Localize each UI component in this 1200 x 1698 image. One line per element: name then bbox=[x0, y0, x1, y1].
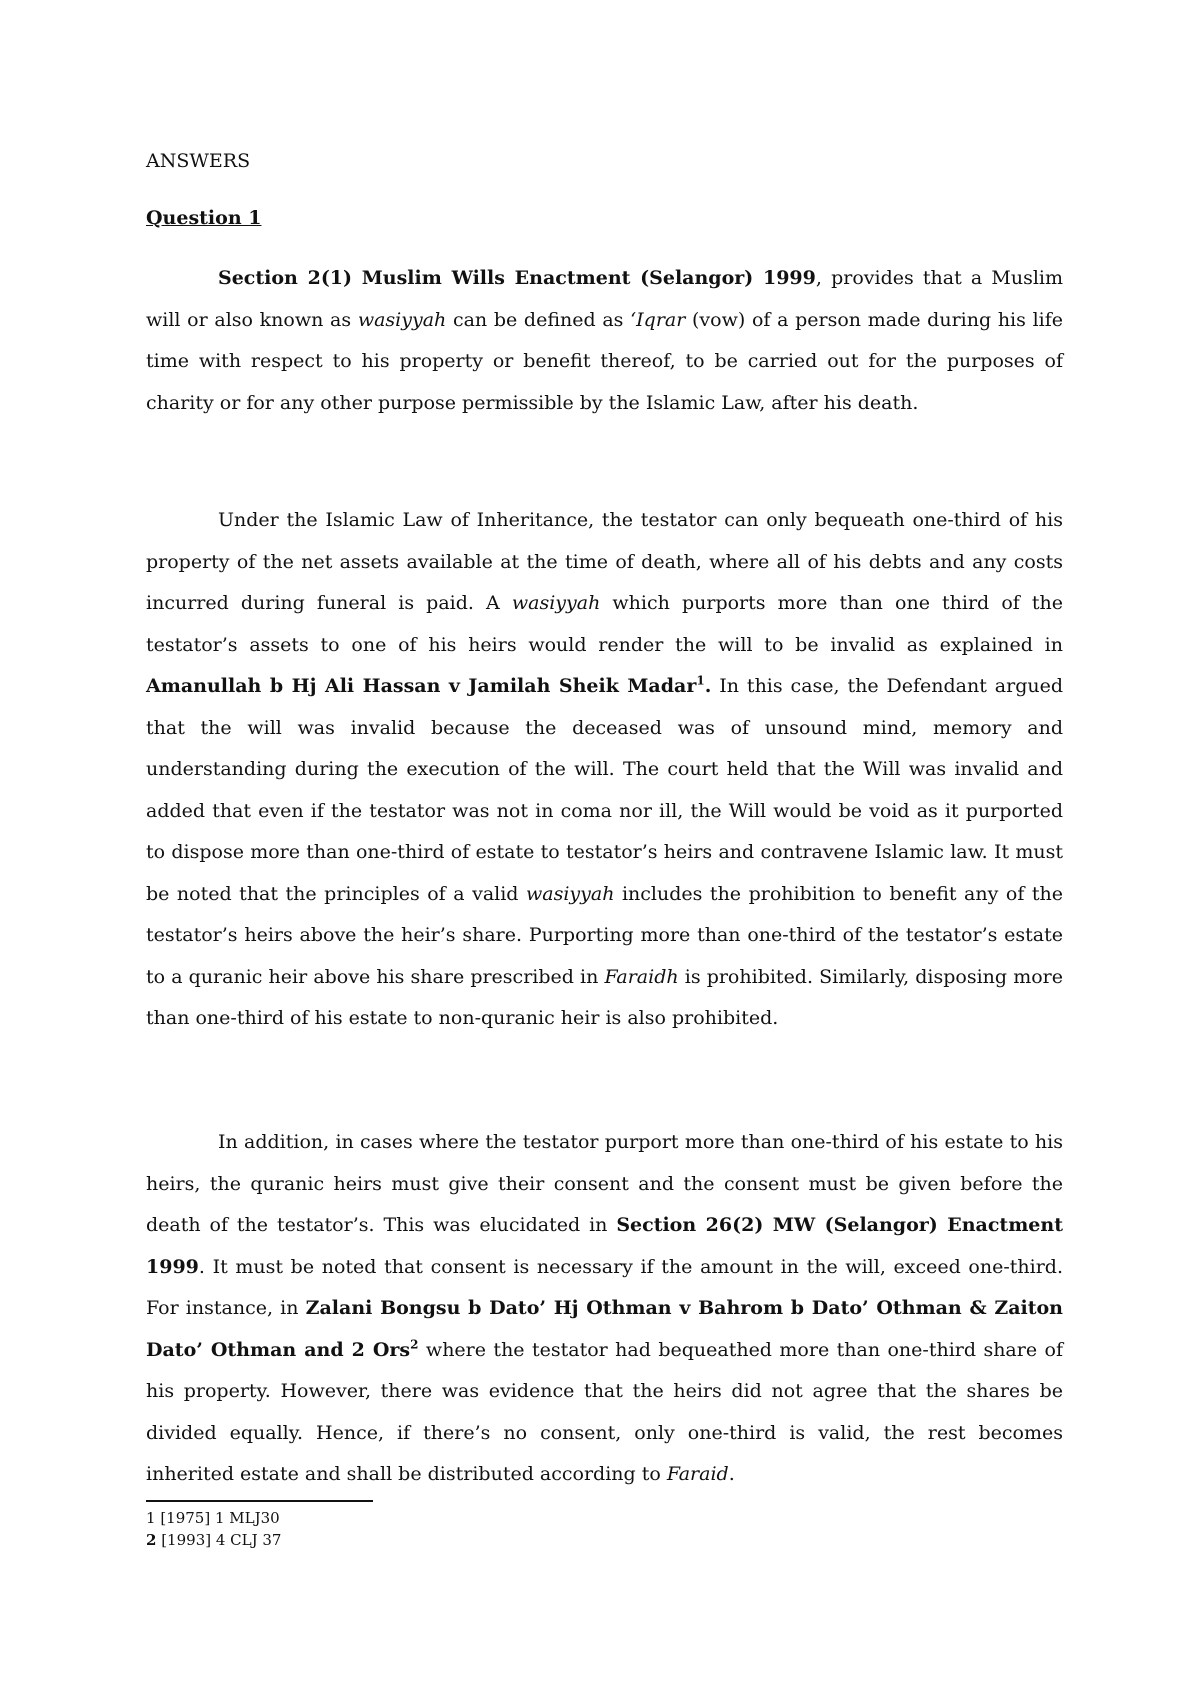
bold-text: . bbox=[704, 675, 712, 697]
text-run: In addition, in cases where the testator purport more than one-third of his estate to his heirs, the quranic heirs must give their consent and the consent must be given before the death of the testator’s. This was elucidated in bbox=[146, 1131, 1063, 1236]
text-run: is prohibited. Similarly, disposing more than one-third of his estate to non-quranic heir is also prohibited. bbox=[146, 965, 1063, 1029]
text-run: . It must be noted that consent is necessary if the amount in the will, exceed one-third. For instance, in bbox=[146, 1255, 1063, 1319]
bold-text: Amanullah b Hj Ali Hassan v Jamilah Sheik Madar bbox=[146, 675, 697, 697]
footnote-1 bbox=[146, 1508, 280, 1528]
text-run: includes the prohibition to benefit any of the testator’s heirs above the heir’s share. Purporting more than one-third of the testator’s estate to a quranic heir above his share prescribed in bbox=[146, 882, 1063, 988]
bold-text: Section 26(2) MW (Selangor) Enactment 1999 bbox=[146, 1214, 1063, 1278]
footnote-number: 2 bbox=[146, 1531, 157, 1549]
footnote-reference: 2 bbox=[410, 1337, 419, 1352]
bold-text: Section 2(1) Muslim Wills Enactment (Selangor) 1999 bbox=[218, 267, 816, 289]
text-run: can be defined as bbox=[446, 308, 631, 331]
text-run: which purports more than one third of the testator’s assets to one of his heirs would render the will to be invalid as explained in bbox=[146, 592, 1064, 656]
italic-text: Faraid bbox=[666, 1463, 729, 1485]
text-run: Under the Islamic Law of Inheritance, the testator can only bequeath one-third of his property of the net assets available at the time of death, where all of his debts and any costs incurred during funeral is paid. A bbox=[146, 509, 1063, 614]
footnote-separator bbox=[146, 1500, 373, 1502]
footnote-reference: 1 bbox=[696, 673, 705, 688]
text-run: , provides that a Muslim will or also known as bbox=[146, 267, 1063, 331]
italic-text: wasiyyah bbox=[357, 308, 447, 331]
italic-text: wasiyyah bbox=[511, 592, 601, 614]
bold-text: Zalani Bongsu b Dato’ Hj Othman v Bahrom b Dato’ Othman & Zaiton Dato’ Othman and 2 Ors bbox=[146, 1297, 1063, 1361]
answers-heading: ANSWERS bbox=[146, 150, 251, 172]
footnote-text: [1993] 4 CLJ 37 bbox=[156, 1531, 282, 1549]
paragraph-2 bbox=[146, 500, 1063, 1040]
footnote-2 bbox=[146, 1530, 281, 1550]
italic-text: wasiyyah bbox=[526, 882, 615, 905]
italic-text: ‘Iqrar bbox=[630, 308, 686, 331]
italic-text: Faraidh bbox=[604, 965, 679, 988]
footnote-number: 1 bbox=[146, 1509, 156, 1527]
text-run: where the testator had bequeathed more than one-third share of his property. However, there was evidence that the heirs did not agree that the shares be divided equally. Hence, if there’s no consent, only one-third is valid, the rest becomes inherited estate and shall be distributed according to bbox=[146, 1338, 1063, 1485]
footnote-text: [1975] 1 MLJ30 bbox=[155, 1509, 280, 1527]
text-run: . bbox=[728, 1463, 735, 1485]
text-run: (vow) of a person made during his life time with respect to his property or benefit thereof, to be carried out for the purposes of charity or for any other purpose permissible by the Islamic Law, after his death. bbox=[146, 308, 1063, 414]
question-title: Question 1 bbox=[146, 207, 262, 229]
paragraph-1 bbox=[146, 258, 1063, 424]
paragraph-3 bbox=[146, 1122, 1063, 1496]
text-run: In this case, the Defendant argued that the will was invalid because the deceased was of unsound mind, memory and understanding during the execution of the will. The court held that the Will was invalid and added that even if the testator was not in coma nor ill, the Will would be void as it purported to dispose more than one-third of estate to testator’s heirs and contravene Islamic law. It must be noted that the principles of a valid bbox=[146, 675, 1064, 905]
